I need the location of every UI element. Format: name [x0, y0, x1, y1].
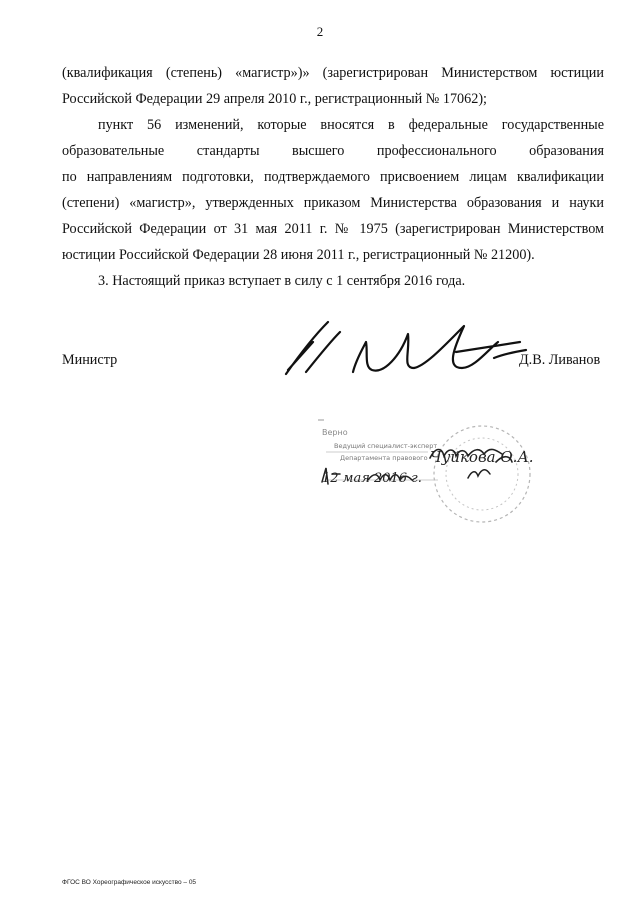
certification-stamp: [318, 418, 568, 528]
page-number: 2: [316, 24, 324, 39]
paragraph-line: юстиции Российской Федерации 28 июня 2011 г., регистрационный № 21200).: [62, 247, 535, 263]
stamp-position: Ведущий специалист-эксперт: [334, 442, 438, 450]
paragraph-1: [62, 60, 604, 112]
paragraph-line: 3. Настоящий приказ вступает в силу с 1 сентября 2016 года.: [98, 273, 466, 289]
paragraph-line: (квалификация (степень) «магистр»)» (зарегистрирован Министерством юстиции: [62, 65, 604, 81]
document-body: [62, 60, 604, 294]
paragraph-line: Российской Федерации от 31 мая 2011 г. № 1975 (зарегистрирован Министерством: [62, 221, 604, 237]
minister-title: Министр: [62, 352, 118, 368]
minister-signature: [258, 312, 528, 384]
stamp-label: Верно: [322, 428, 348, 437]
stamp-date: 12 мая 2016 г.: [322, 471, 422, 486]
stamp-certifier-name: Чуйкова О.А.: [430, 448, 534, 466]
paragraph-3: [62, 268, 604, 294]
paragraph-2: [62, 112, 604, 268]
stamp-department: Департамента правового: [340, 454, 428, 462]
page-footer: ФГОС ВО Хореографическое искусство – 05: [62, 879, 197, 886]
paragraph-line: образовательные стандарты высшего профессионального образования: [62, 143, 604, 159]
paragraph-line: Российской Федерации 29 апреля 2010 г., регистрационный № 17062);: [62, 91, 487, 107]
paragraph-line: по направлениям подготовки, подтверждаемого присвоением лицам квалификации: [62, 169, 604, 185]
paragraph-line: пункт 56 изменений, которые вносятся в федеральные государственные: [98, 117, 604, 133]
minister-name: Д.В. Ливанов: [519, 352, 601, 368]
paragraph-line: (степени) «магистр», утвержденных приказом Министерства образования и науки: [62, 195, 604, 211]
